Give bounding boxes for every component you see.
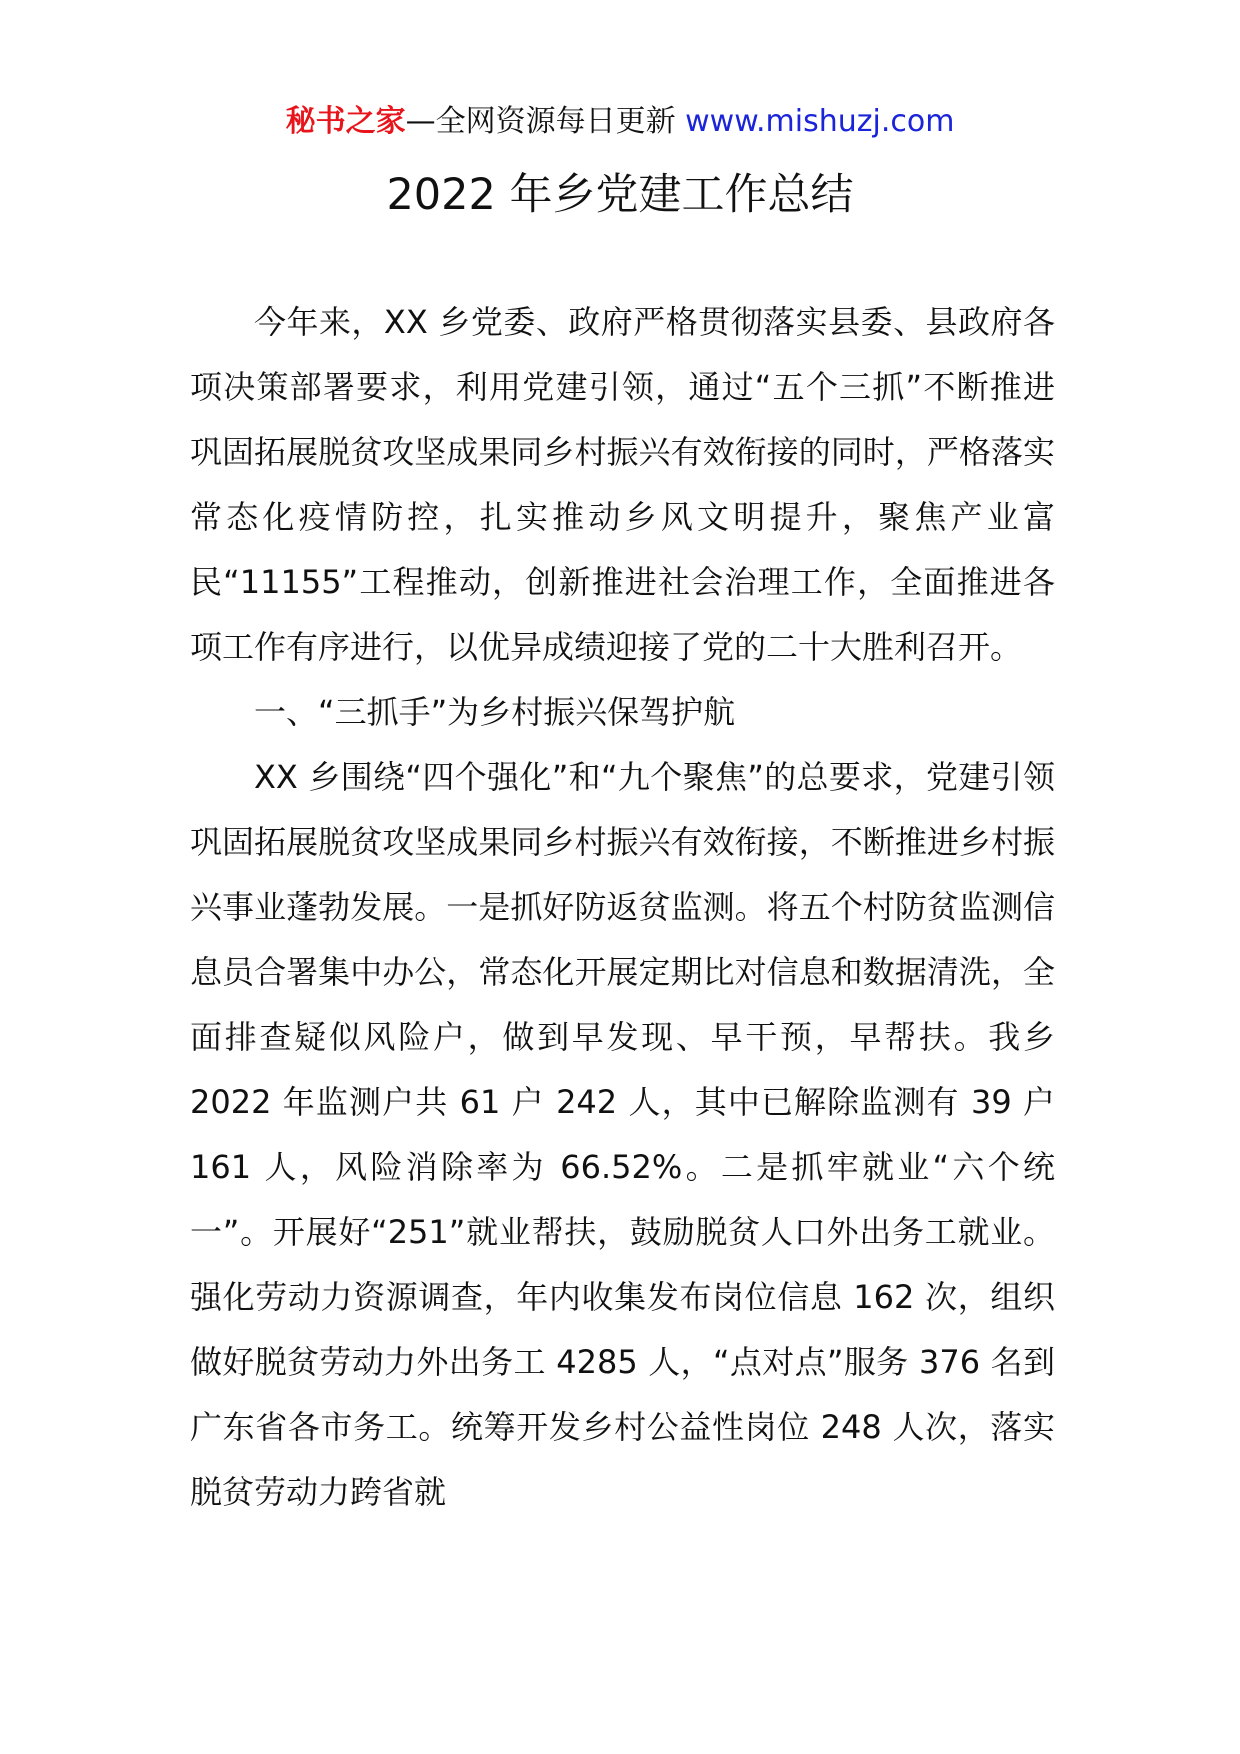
section-paragraph: XX 乡围绕“四个强化”和“九个聚焦”的总要求，党建引领巩固拓展脱贫攻坚成果同乡村振兴有效衔接，不断推进乡村振兴事业蓬勃发展。一是抓好防返贫监测。将五个村防贫监测信息员合署集中办公，常态化开展定期比对信息和数据清洗，全面排查疑似风险户，做到早发现、早干预，早帮扶。我乡 2022 年监测户共 61 户 242 人，其中已解除监测有 39 户 161 人，风险消除率为 66.52%。二是抓牢就业“六个统一”。开展好“251”就业帮扶，鼓励脱贫人口外出务工就业。强化劳动力资源调查，年内收集发布岗位信息 162 次，组织做好脱贫劳动力外出务工 4285 人，“点对点”服务 376 名到广东省各市务工。统筹开发乡村公益性岗位 248 人次，落实脱贫劳动力跨省就 [190, 758, 1055, 1511]
site-name: 秘书之家 [285, 104, 406, 139]
site-tagline: —全网资源每日更新 [405, 104, 676, 139]
document-title: 2022 年乡党建工作总结 [386, 170, 854, 220]
section-heading: 一、“三抓手”为乡村振兴保驾护航 [254, 693, 736, 731]
site-header [0, 100, 1240, 144]
site-url-link[interactable]: www.mishuzj.com [685, 104, 955, 139]
intro-paragraph: 今年来，XX 乡党委、政府严格贯彻落实县委、县政府各项决策部署要求，利用党建引领，通过“五个三抓”不断推进巩固拓展脱贫攻坚成果同乡村振兴有效衔接的同时，严格落实常态化疫情防控，扎实推动乡风文明提升，聚焦产业富民“11155”工程推动，创新推进社会治理工作，全面推进各项工作有序进行，以优异成绩迎接了党的二十大胜利召开。 [190, 303, 1055, 666]
document-body [190, 290, 1055, 1525]
